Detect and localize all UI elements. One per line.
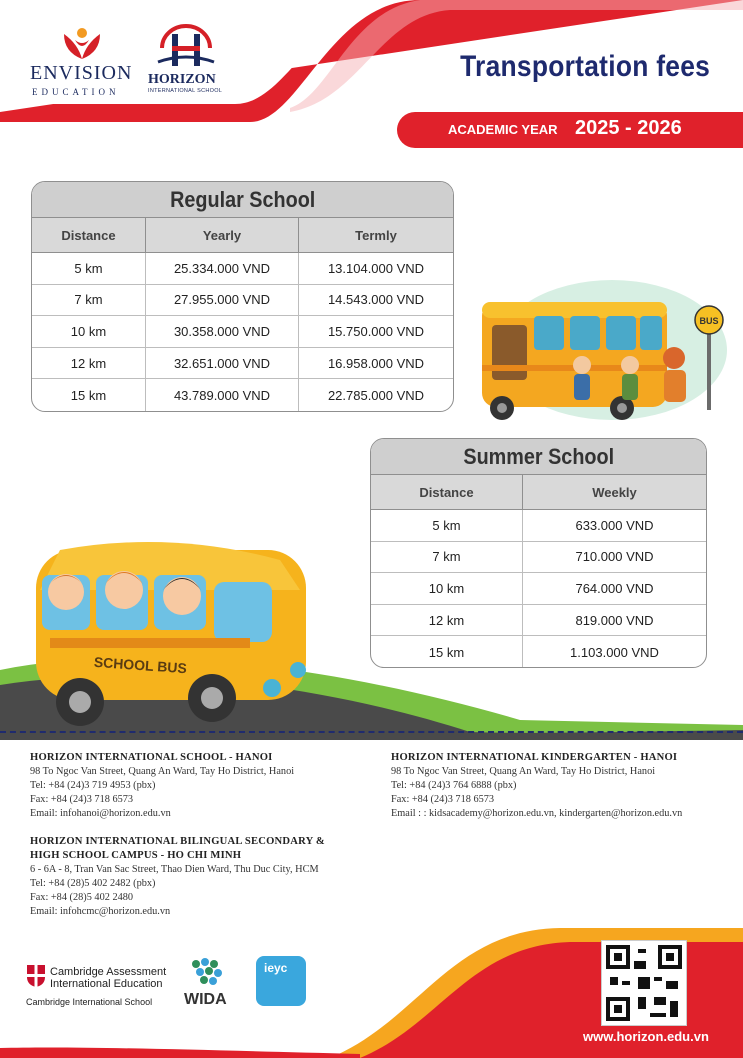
envision-logo-icon (60, 26, 104, 60)
school-bus-illustration (0, 520, 743, 740)
cell-yearly: 32.651.000 VND (146, 348, 299, 379)
header-termly: Termly (355, 227, 397, 243)
page-title: Transportation fees (459, 50, 710, 83)
contact-hanoi (30, 751, 294, 821)
qr-code-icon (601, 940, 687, 1026)
contact-hanoi-fax: Fax: +84 (24)3 718 6573 (30, 794, 134, 805)
bus-stop-illustration (462, 270, 732, 420)
cell-weekly: 1.103.000 VND (570, 644, 659, 660)
contact-hcm-email: Email: infohcmc@horizon.edu.vn (30, 906, 171, 917)
cell-termly: 13.104.000 VND (327, 260, 425, 276)
contact-kindergarten (391, 751, 682, 821)
summer-school-title: Summer School (371, 439, 706, 475)
contact-kindergarten-tel: Tel: +84 (24)3 764 6888 (pbx) (391, 780, 517, 791)
cell-distance: 12 km (32, 348, 146, 379)
cell-weekly: 819.000 VND (575, 612, 654, 628)
cambridge-crest-icon (26, 964, 46, 988)
cell-distance: 5 km (32, 253, 146, 284)
envision-logo-name: ENVISION (30, 62, 133, 84)
regular-school-title: Regular School (32, 182, 453, 218)
cell-weekly: 710.000 VND (575, 549, 654, 565)
contact-hcm-title-2: HIGH SCHOOL CAMPUS - HO CHI MINH (30, 850, 242, 861)
horizon-logo-subtitle: INTERNATIONAL SCHOOL (148, 88, 223, 94)
cell-termly: 14.543.000 VND (327, 292, 425, 308)
school-bus-text: SCHOOL BUS (93, 653, 188, 677)
cell-yearly: 27.955.000 VND (146, 285, 299, 316)
table-row (32, 253, 453, 285)
contact-hanoi-title: HORIZON INTERNATIONAL SCHOOL - HANOI (30, 752, 273, 763)
cell-yearly: 30.358.000 VND (146, 316, 299, 347)
cell-distance: 10 km (32, 316, 146, 347)
contact-kindergarten-title: HORIZON INTERNATIONAL KINDERGARTEN - HANOI (391, 752, 678, 763)
cell-weekly: 764.000 VND (575, 580, 654, 596)
summer-table-header (371, 475, 706, 510)
regular-table-header (32, 218, 453, 253)
cambridge-name: Cambridge Assessment International Education (50, 966, 167, 990)
wida-logo-icon (190, 956, 224, 988)
envision-logo-subtitle: EDUCATION (32, 87, 120, 97)
cell-distance: 10 km (371, 573, 523, 604)
bus-stop-sign-text: BUS (699, 316, 719, 326)
table-row (32, 379, 453, 411)
contact-hcm-address: 6 - 6A - 8, Tran Van Sac Street, Thao Dien Ward, Thu Duc City, HCM (30, 864, 319, 875)
horizon-logo-icon (156, 24, 216, 72)
website-link[interactable]: www.horizon.edu.vn (583, 1029, 709, 1044)
contact-hcm-tel: Tel: +84 (28)5 402 2482 (pbx) (30, 878, 156, 889)
cell-distance: 15 km (32, 379, 146, 411)
table-row (32, 285, 453, 317)
academic-year-value: 2025 - 2026 (575, 117, 682, 139)
cell-yearly: 43.789.000 VND (146, 379, 299, 411)
cell-yearly: 25.334.000 VND (146, 253, 299, 284)
header-distance: Distance (371, 475, 523, 509)
ieyc-logo-text: ieyc (264, 961, 288, 975)
cell-termly: 15.750.000 VND (327, 323, 425, 339)
cell-distance: 15 km (371, 636, 523, 668)
header-distance: Distance (32, 218, 146, 252)
contact-hcm-fax: Fax: +84 (28)5 402 2480 (30, 892, 134, 903)
contact-hcm-title: HORIZON INTERNATIONAL BILINGUAL SECONDARY & (30, 836, 325, 847)
table-row (32, 316, 453, 348)
table-row (32, 348, 453, 380)
contact-kindergarten-fax: Fax: +84 (24)3 718 6573 (391, 794, 495, 805)
contact-hanoi-tel: Tel: +84 (24)3 719 4953 (pbx) (30, 780, 156, 791)
cell-distance: 7 km (32, 285, 146, 316)
academic-year-label: ACADEMIC YEAR (448, 122, 558, 137)
cell-weekly: 633.000 VND (575, 517, 654, 533)
cell-distance: 5 km (371, 510, 523, 541)
header-weekly: Weekly (592, 484, 637, 500)
wida-logo-text: WIDA (184, 991, 227, 1008)
section-divider (0, 731, 743, 733)
header-yearly: Yearly (146, 218, 299, 252)
contact-kindergarten-address: 98 To Ngoc Van Street, Quang An Ward, Tay Ho District, Hanoi (391, 766, 656, 777)
cell-termly: 22.785.000 VND (327, 387, 425, 403)
horizon-logo-name: HORIZON (148, 72, 216, 87)
cell-termly: 16.958.000 VND (327, 355, 425, 371)
cell-distance: 12 km (371, 605, 523, 636)
contact-hanoi-address: 98 To Ngoc Van Street, Quang An Ward, Tay Ho District, Hanoi (30, 766, 295, 777)
contact-kindergarten-email: Email : : kidsacademy@horizon.edu.vn, kindergarten@horizon.edu.vn (391, 808, 683, 819)
cell-distance: 7 km (371, 542, 523, 573)
contact-hanoi-email: Email: infohanoi@horizon.edu.vn (30, 808, 171, 819)
regular-school-table (31, 181, 454, 412)
cambridge-subtitle: Cambridge International School (26, 997, 153, 1007)
